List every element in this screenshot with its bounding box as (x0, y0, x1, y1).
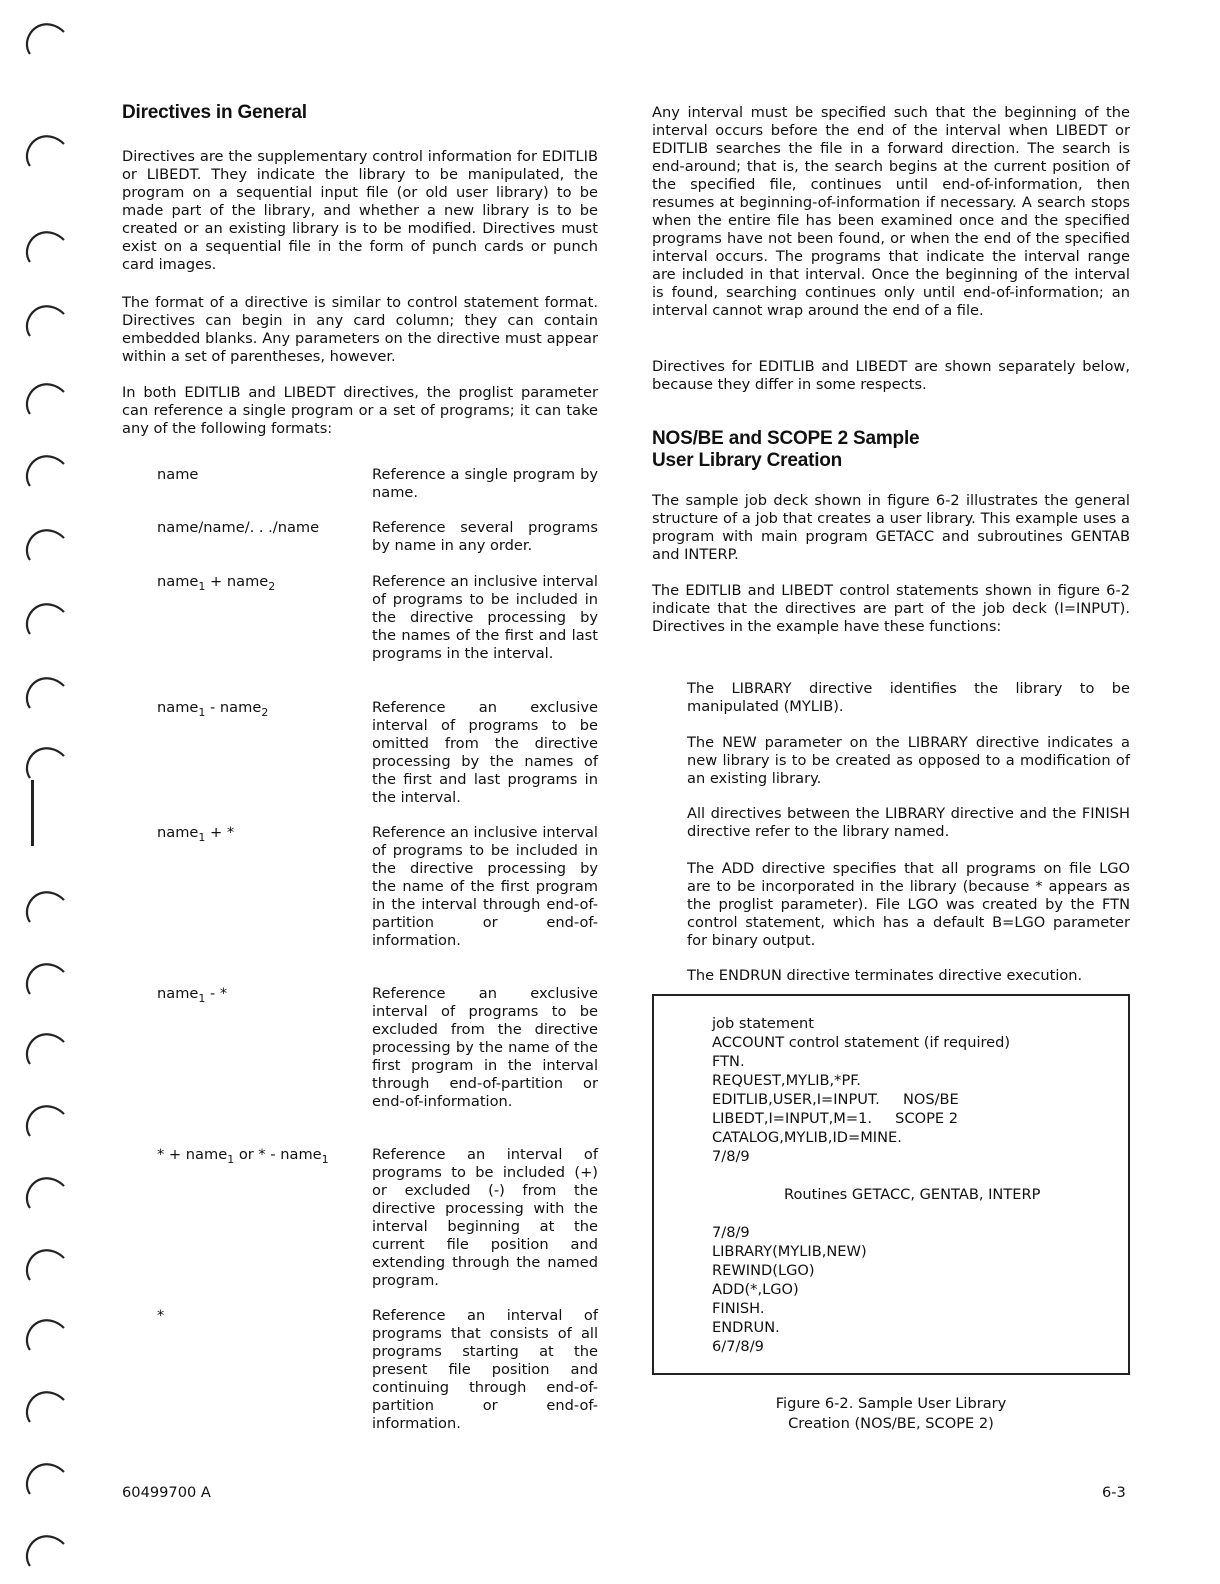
binder-hole-icon (22, 598, 68, 636)
job-deck-listing (712, 1014, 1040, 1356)
binder-hole-icon (22, 672, 68, 710)
section-title-sample (652, 428, 919, 472)
binder-hole-icon (22, 1386, 68, 1424)
paragraph: The EDITLIB and LIBEDT control statements shown in figure 6-2 indicate that the directives are part of the job deck (I=INPUT). Directives in the example have these functions: (652, 582, 1130, 635)
code-line: EDITLIB,USER,I=INPUT. NOS/BE (712, 1091, 959, 1108)
binder-hole-icon (22, 378, 68, 416)
binder-hole-icon (22, 1028, 68, 1066)
code-line: FINISH. (712, 1300, 765, 1317)
caption-line: Creation (NOS/BE, SCOPE 2) (788, 1415, 994, 1432)
binder-hole-icon (22, 1244, 68, 1282)
paragraph: The format of a directive is similar to control statement format. Directives can begin in any card column; they can contain embedded blanks. Any parameters on the directive must appear within a set of parentheses, however. (122, 294, 598, 365)
right-column (652, 100, 1130, 1460)
paragraph: Directives for EDITLIB and LIBEDT are shown separately below, because they differ in some respects. (652, 358, 1130, 393)
format-desc: Reference an inclusive interval of programs to be included in the directive processing by the name of the first program in the interval through end-of-partition or end-of-information. (372, 824, 598, 949)
function-item: All directives between the LIBRARY directive and the FINISH directive refer to the library named. (687, 805, 1130, 840)
code-line: LIBEDT,I=INPUT,M=1. SCOPE 2 (712, 1110, 959, 1127)
format-term: name$_1$ + name$_2$ (157, 573, 276, 593)
binder-hole-icon (22, 1458, 68, 1496)
code-line: 7/8/9 (712, 1224, 750, 1241)
binder-line (31, 780, 34, 846)
function-item: The LIBRARY directive identifies the library to be manipulated (MYLIB). (687, 680, 1130, 715)
doc-number: 60499700 A (122, 1484, 211, 1501)
code-line: job statement (712, 1015, 815, 1032)
format-term: name$_1$ - * (157, 985, 228, 1005)
binder-hole-icon (22, 300, 68, 338)
paragraph: The sample job deck shown in figure 6-2 illustrates the general structure of a job that creates a user library. This example uses a program with main program GETACC and subroutines GENTAB and INTERP. (652, 492, 1130, 563)
code-line: CATALOG,MYLIB,ID=MINE. (712, 1129, 902, 1146)
paragraph: Directives are the supplementary control information for EDITLIB or LIBEDT. They indicate the library to be manipulated, the program on a sequential input file (or old user library) to be made part of the library, and whether a new library is to be created or an existing library is to be modified. Directives must exist on a sequential file in the form of punch cards or punch card images. (122, 148, 598, 273)
code-line: REWIND(LGO) (712, 1262, 815, 1279)
binder-hole-icon (22, 1314, 68, 1352)
format-term: * (157, 1307, 165, 1324)
format-term: name/name/. . ./name (157, 519, 320, 536)
binder-hole-icon (22, 524, 68, 562)
format-desc: Reference an exclusive interval of programs to be omitted from the directive processing by the names of the first and last programs in the interval. (372, 699, 598, 806)
paragraph: In both EDITLIB and LIBEDT directives, the proglist parameter can reference a single program or a set of programs; it can take any of the following formats: (122, 384, 598, 437)
binder-hole-icon (22, 742, 68, 780)
format-term: * + name$_1$ or * - name$_1$ (157, 1146, 329, 1166)
binder-hole-icon (22, 450, 68, 488)
binder-hole-icon (22, 886, 68, 924)
figure-job-deck (652, 994, 1130, 1375)
format-term: name$_1$ - name$_2$ (157, 699, 269, 719)
figure-caption (652, 1394, 1130, 1434)
section-title-line: User Library Creation (652, 450, 843, 471)
left-column (122, 100, 598, 1460)
binder-hole-icon (22, 130, 68, 168)
code-line: 6/7/8/9 (712, 1338, 764, 1355)
function-item: The ADD directive specifies that all programs on file LGO are to be incorporated in the library (because * appears as the proglist parameter). File LGO was created by the FTN control statement, which has a default B=LGO parameter for binary output. (687, 860, 1130, 949)
binder-hole-icon (22, 1100, 68, 1138)
code-line: Routines GETACC, GENTAB, INTERP (784, 1186, 1041, 1203)
format-desc: Reference an interval of programs to be included (+) or excluded (-) from the directive processing with the interval beginning at the current file position and extending through the named program. (372, 1146, 598, 1289)
page-number: 6-3 (1102, 1484, 1126, 1501)
function-item: The NEW parameter on the LIBRARY directive indicates a new library is to be created as opposed to a modification of an existing library. (687, 734, 1130, 787)
format-desc: Reference several programs by name in any order. (372, 519, 598, 554)
format-desc: Reference an interval of programs that consists of all programs starting at the present file position and continuing through end-of-partition or end-of-information. (372, 1307, 598, 1432)
binder-hole-icon (22, 226, 68, 264)
format-desc: Reference a single program by name. (372, 466, 598, 501)
binder-hole-icon (22, 1172, 68, 1210)
binder-hole-icon (22, 1530, 68, 1568)
paragraph: Any interval must be specified such that the beginning of the interval occurs before the end of the interval when LIBEDT or EDITLIB searches the file in a forward direction. The search is end-around; that is, the search begins at the current position of the specified file, continues until end-of-information, then resumes at beginning-of-information if necessary. A search stops when the entire file has been examined once and the specified programs have not been found, or when the end of the specified interval occurs. The programs that indicate the interval range are included in that interval. Once the beginning of the interval is found, searching continues only until end-of-information; an interval cannot wrap around the end of a file. (652, 104, 1130, 319)
function-item: The ENDRUN directive terminates directive execution. (687, 967, 1083, 984)
format-term: name (157, 466, 199, 483)
code-line: ENDRUN. (712, 1319, 780, 1336)
binder-hole-icon (22, 958, 68, 996)
section-title-directives: Directives in General (122, 102, 307, 123)
code-line: FTN. (712, 1053, 745, 1070)
caption-line: Figure 6-2. Sample User Library (775, 1395, 1007, 1412)
binder-hole-icon (22, 18, 68, 56)
format-desc: Reference an exclusive interval of programs to be excluded from the directive processing by the name of the first program in the interval through end-of-partition or end-of-information. (372, 985, 598, 1110)
format-term: name$_1$ + * (157, 824, 235, 844)
binder-holes (22, 0, 82, 1584)
code-line: ADD(*,LGO) (712, 1281, 799, 1298)
code-line: REQUEST,MYLIB,*PF. (712, 1072, 861, 1089)
format-desc: Reference an inclusive interval of programs to be included in the directive processing by the names of the first and last programs in the interval. (372, 573, 598, 662)
code-line: 7/8/9 (712, 1148, 750, 1165)
code-line: LIBRARY(MYLIB,NEW) (712, 1243, 867, 1260)
section-title-line: NOS/BE and SCOPE 2 Sample (652, 428, 920, 449)
code-line: ACCOUNT control statement (if required) (712, 1034, 1011, 1051)
